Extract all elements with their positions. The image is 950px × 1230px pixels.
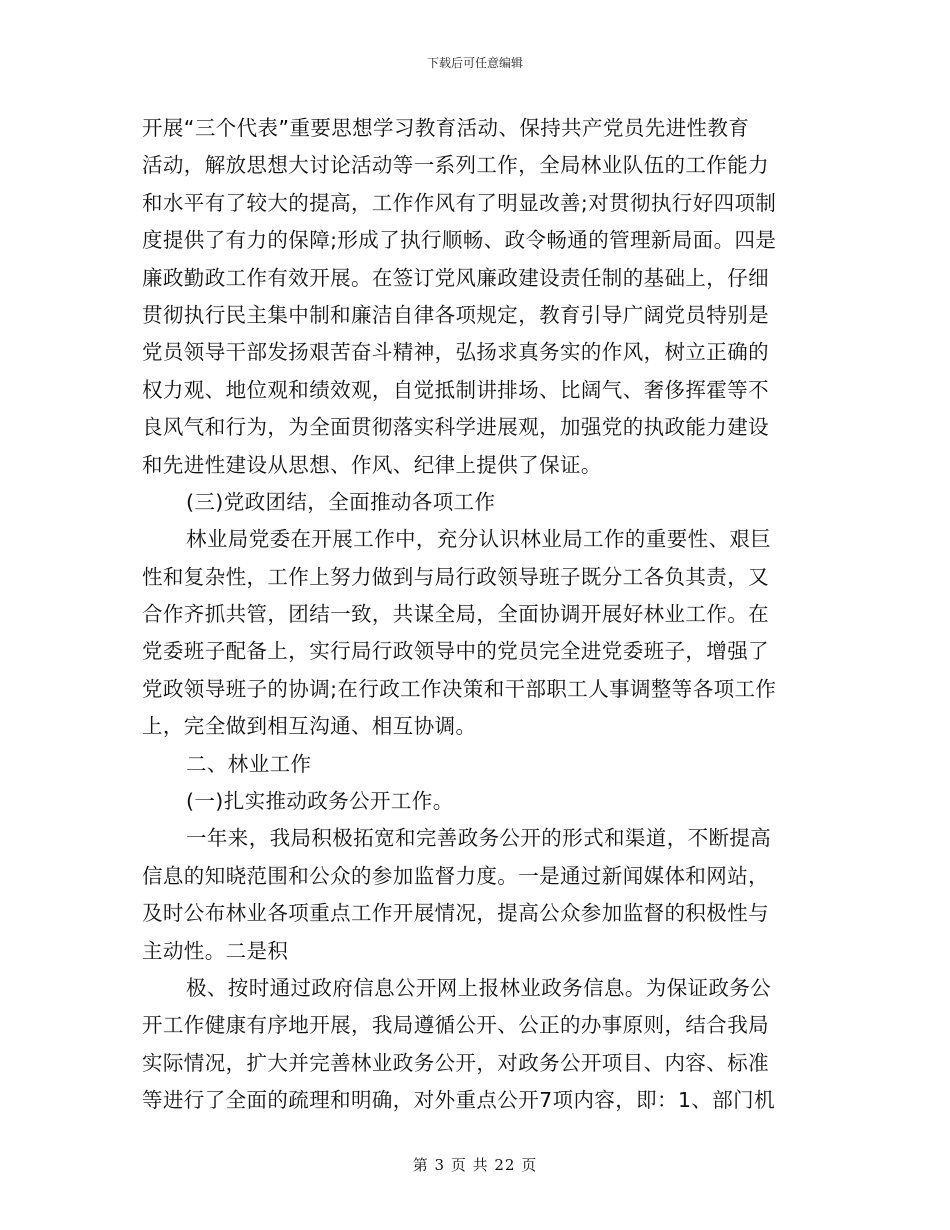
page-number-footer: 第 3 页 共 22 页: [412, 1156, 538, 1174]
text-line: 和先进性建设从思想、作风、纪律上提供了保证。: [142, 452, 602, 477]
text-line: 开工作健康有序地开展，我局遵循公开、公正的办事原则，结合我局: [142, 1013, 769, 1038]
text-line: 党政领导班子的协调;在行政工作决策和干部职工人事调整等各项工作: [142, 676, 777, 701]
text-line: 主动性。二是积: [142, 938, 289, 963]
text-line: 权力观、地位观和绩效观，自觉抵制讲排场、比阔气、奢侈挥霍等不: [142, 377, 769, 402]
section-heading: (一)扎实推动政务公开工作。: [186, 789, 454, 814]
text-line: 党员领导干部发扬艰苦奋斗精神，弘扬求真务实的作风，树立正确的: [142, 340, 769, 365]
text-line: 开展“三个代表”重要思想学习教育活动、保持共产党员先进性教育: [142, 116, 750, 140]
header-note: 下载后可任意编辑: [426, 56, 523, 70]
text-line: 一年来，我局积极拓宽和完善政务公开的形式和渠道，不断提高: [186, 826, 772, 851]
document-body: [142, 110, 812, 1120]
section-heading: 二、林业工作: [186, 751, 312, 776]
text-line: 及时公布林业各项重点工作开展情况，提高公众参加监督的积极性与: [142, 901, 769, 926]
text-line: 合作齐抓共管，团结一致，共谋全局，全面协调开展好林业工作。在: [142, 602, 769, 627]
text-line: 贯彻执行民主集中制和廉洁自律各项规定，教育引导广阔党员特别是: [142, 302, 769, 327]
text-line: 良风气和行为，为全面贯彻落实科学进展观，加强党的执政能力建设: [142, 415, 769, 440]
text-line: 等进行了全面的疏理和明确，对外重点公开7项内容，即：1、部门机: [142, 1088, 775, 1113]
text-line: 极、按时通过政府信息公开网上报林业政务信息。为保证政务公: [186, 975, 772, 1000]
text-line: 度提供了有力的保障;形成了执行顺畅、政令畅通的管理新局面。四是: [142, 228, 777, 253]
text-line: 上，完全做到相互沟通、相互协调。: [142, 714, 477, 739]
text-line: 党委班子配备上，实行局行政领导中的党员完全进党委班子，增强了: [142, 639, 769, 664]
section-heading: (三)党政团结，全面推动各项工作: [186, 489, 496, 514]
text-line: 信息的知晓范围和公众的参加监督力度。一是通过新闻媒体和网站，: [142, 863, 769, 888]
text-line: 活动，解放思想大讨论活动等一系列工作，全局林业队伍的工作能力: [142, 153, 769, 178]
text-line: 林业局党委在开展工作中，充分认识林业局工作的重要性、艰巨: [186, 527, 772, 552]
text-line: 性和复杂性，工作上努力做到与局行政领导班子既分工各负其责，又: [142, 564, 769, 589]
text-line: 和水平有了较大的提高，工作作风有了明显改善;对贯彻执行好四项制: [142, 190, 777, 215]
text-line: 实际情况，扩大并完善林业政务公开，对政务公开项目、内容、标准: [142, 1050, 769, 1075]
text-line: 廉政勤政工作有效开展。在签订党风廉政建设责任制的基础上，仔细: [142, 265, 769, 290]
